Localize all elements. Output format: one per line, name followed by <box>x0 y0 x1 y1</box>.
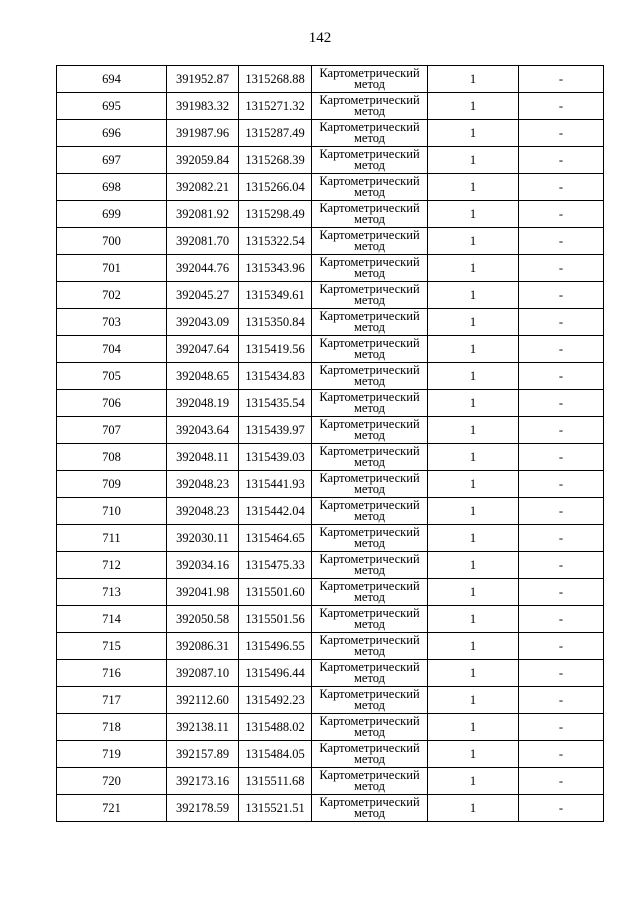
point-number-cell: 702 <box>57 282 167 309</box>
method-text-line: метод <box>353 671 385 685</box>
method-text-line: Картометрический <box>319 606 420 620</box>
y-coordinate-cell: 1315484.05 <box>239 741 312 768</box>
method-text-line: Картометрический <box>319 336 420 350</box>
method-text-line: метод <box>353 293 385 307</box>
method-text-line: Картометрический <box>319 120 420 134</box>
method-text-line: Картометрический <box>319 147 420 161</box>
method-cell <box>312 768 428 795</box>
note-cell: - <box>519 120 604 147</box>
method-text-line: метод <box>353 779 385 793</box>
y-coordinate-cell: 1315350.84 <box>239 309 312 336</box>
note-cell: - <box>519 525 604 552</box>
table-row <box>57 444 604 471</box>
accuracy-cell: 1 <box>428 606 519 633</box>
y-coordinate-cell: 1315501.60 <box>239 579 312 606</box>
note-cell: - <box>519 417 604 444</box>
y-coordinate-cell: 1315271.32 <box>239 93 312 120</box>
accuracy-cell: 1 <box>428 633 519 660</box>
method-text-line: метод <box>353 536 385 550</box>
method-cell <box>312 66 428 93</box>
note-cell: - <box>519 687 604 714</box>
method-cell <box>312 417 428 444</box>
method-text-line: Картометрический <box>319 552 420 566</box>
method-text-line: Картометрический <box>319 714 420 728</box>
method-text-line: Картометрический <box>319 363 420 377</box>
y-coordinate-cell: 1315349.61 <box>239 282 312 309</box>
point-number-cell: 694 <box>57 66 167 93</box>
point-number-cell: 701 <box>57 255 167 282</box>
method-cell <box>312 525 428 552</box>
x-coordinate-cell: 392050.58 <box>167 606 239 633</box>
note-cell: - <box>519 444 604 471</box>
y-coordinate-cell: 1315439.03 <box>239 444 312 471</box>
method-text-line: метод <box>353 374 385 388</box>
table-row <box>57 606 604 633</box>
method-text-line: метод <box>353 158 385 172</box>
point-number-cell: 721 <box>57 795 167 822</box>
method-cell <box>312 795 428 822</box>
accuracy-cell: 1 <box>428 255 519 282</box>
table-row <box>57 552 604 579</box>
table-row <box>57 795 604 822</box>
note-cell: - <box>519 660 604 687</box>
point-number-cell: 711 <box>57 525 167 552</box>
accuracy-cell: 1 <box>428 282 519 309</box>
point-number-cell: 698 <box>57 174 167 201</box>
point-number-cell: 713 <box>57 579 167 606</box>
method-cell <box>312 93 428 120</box>
accuracy-cell: 1 <box>428 714 519 741</box>
point-number-cell: 712 <box>57 552 167 579</box>
y-coordinate-cell: 1315492.23 <box>239 687 312 714</box>
table-row <box>57 417 604 444</box>
table-row <box>57 228 604 255</box>
method-text-line: метод <box>353 509 385 523</box>
x-coordinate-cell: 392081.92 <box>167 201 239 228</box>
note-cell: - <box>519 633 604 660</box>
method-text-line: Картометрический <box>319 282 420 296</box>
y-coordinate-cell: 1315268.39 <box>239 147 312 174</box>
table-row <box>57 363 604 390</box>
accuracy-cell: 1 <box>428 552 519 579</box>
table-row <box>57 93 604 120</box>
point-number-cell: 714 <box>57 606 167 633</box>
x-coordinate-cell: 392048.23 <box>167 498 239 525</box>
method-text-line: метод <box>353 590 385 604</box>
method-text-line: Картометрический <box>319 660 420 674</box>
method-cell <box>312 606 428 633</box>
point-number-cell: 703 <box>57 309 167 336</box>
y-coordinate-cell: 1315434.83 <box>239 363 312 390</box>
point-number-cell: 708 <box>57 444 167 471</box>
method-text-line: метод <box>353 266 385 280</box>
x-coordinate-cell: 392048.65 <box>167 363 239 390</box>
x-coordinate-cell: 392173.16 <box>167 768 239 795</box>
note-cell: - <box>519 93 604 120</box>
method-cell <box>312 282 428 309</box>
method-text-line: Картометрический <box>319 741 420 755</box>
method-cell <box>312 579 428 606</box>
method-cell <box>312 228 428 255</box>
table-row <box>57 471 604 498</box>
method-text-line: метод <box>353 698 385 712</box>
table-body <box>57 66 604 822</box>
table-row <box>57 741 604 768</box>
note-cell: - <box>519 174 604 201</box>
y-coordinate-cell: 1315322.54 <box>239 228 312 255</box>
accuracy-cell: 1 <box>428 309 519 336</box>
method-text-line: метод <box>353 104 385 118</box>
method-text-line: метод <box>353 563 385 577</box>
method-cell <box>312 498 428 525</box>
method-cell <box>312 444 428 471</box>
table-row <box>57 768 604 795</box>
table-row <box>57 66 604 93</box>
method-cell <box>312 255 428 282</box>
method-cell <box>312 687 428 714</box>
method-text-line: метод <box>353 752 385 766</box>
page-number: 142 <box>308 30 332 46</box>
x-coordinate-cell: 392044.76 <box>167 255 239 282</box>
note-cell: - <box>519 768 604 795</box>
note-cell: - <box>519 336 604 363</box>
method-text-line: Картометрический <box>319 633 420 647</box>
table-row <box>57 309 604 336</box>
y-coordinate-cell: 1315439.97 <box>239 417 312 444</box>
note-cell: - <box>519 714 604 741</box>
method-cell <box>312 363 428 390</box>
accuracy-cell: 1 <box>428 363 519 390</box>
x-coordinate-cell: 392059.84 <box>167 147 239 174</box>
x-coordinate-cell: 392047.64 <box>167 336 239 363</box>
x-coordinate-cell: 392043.09 <box>167 309 239 336</box>
table-row <box>57 120 604 147</box>
accuracy-cell: 1 <box>428 768 519 795</box>
method-text-line: Картометрический <box>319 93 420 107</box>
x-coordinate-cell: 392112.60 <box>167 687 239 714</box>
note-cell: - <box>519 255 604 282</box>
y-coordinate-cell: 1315435.54 <box>239 390 312 417</box>
method-cell <box>312 741 428 768</box>
method-text-line: Картометрический <box>319 795 420 809</box>
accuracy-cell: 1 <box>428 795 519 822</box>
accuracy-cell: 1 <box>428 336 519 363</box>
y-coordinate-cell: 1315464.65 <box>239 525 312 552</box>
note-cell: - <box>519 498 604 525</box>
method-cell <box>312 633 428 660</box>
note-cell: - <box>519 66 604 93</box>
method-text-line: метод <box>353 806 385 820</box>
method-text-line: метод <box>353 131 385 145</box>
method-cell <box>312 201 428 228</box>
accuracy-cell: 1 <box>428 525 519 552</box>
point-number-cell: 720 <box>57 768 167 795</box>
x-coordinate-cell: 391987.96 <box>167 120 239 147</box>
note-cell: - <box>519 201 604 228</box>
note-cell: - <box>519 228 604 255</box>
y-coordinate-cell: 1315488.02 <box>239 714 312 741</box>
accuracy-cell: 1 <box>428 174 519 201</box>
point-number-cell: 717 <box>57 687 167 714</box>
x-coordinate-cell: 392081.70 <box>167 228 239 255</box>
method-text-line: Картометрический <box>319 66 420 80</box>
accuracy-cell: 1 <box>428 147 519 174</box>
method-text-line: метод <box>353 617 385 631</box>
y-coordinate-cell: 1315475.33 <box>239 552 312 579</box>
accuracy-cell: 1 <box>428 201 519 228</box>
table-row <box>57 336 604 363</box>
method-text-line: метод <box>353 455 385 469</box>
method-text-line: метод <box>353 239 385 253</box>
method-cell <box>312 552 428 579</box>
x-coordinate-cell: 391952.87 <box>167 66 239 93</box>
method-text-line: метод <box>353 644 385 658</box>
table-row <box>57 174 604 201</box>
method-cell <box>312 120 428 147</box>
point-number-cell: 709 <box>57 471 167 498</box>
table-row <box>57 390 604 417</box>
table-row <box>57 201 604 228</box>
x-coordinate-cell: 392082.21 <box>167 174 239 201</box>
y-coordinate-cell: 1315287.49 <box>239 120 312 147</box>
x-coordinate-cell: 392138.11 <box>167 714 239 741</box>
method-text-line: Картометрический <box>319 228 420 242</box>
method-text-line: метод <box>353 725 385 739</box>
y-coordinate-cell: 1315511.68 <box>239 768 312 795</box>
coordinates-table <box>56 65 604 822</box>
note-cell: - <box>519 606 604 633</box>
accuracy-cell: 1 <box>428 66 519 93</box>
point-number-cell: 705 <box>57 363 167 390</box>
accuracy-cell: 1 <box>428 390 519 417</box>
accuracy-cell: 1 <box>428 93 519 120</box>
note-cell: - <box>519 309 604 336</box>
note-cell: - <box>519 282 604 309</box>
point-number-cell: 696 <box>57 120 167 147</box>
method-cell <box>312 714 428 741</box>
note-cell: - <box>519 147 604 174</box>
y-coordinate-cell: 1315496.55 <box>239 633 312 660</box>
x-coordinate-cell: 392030.11 <box>167 525 239 552</box>
point-number-cell: 716 <box>57 660 167 687</box>
method-text-line: метод <box>353 347 385 361</box>
note-cell: - <box>519 471 604 498</box>
method-text-line: метод <box>353 77 385 91</box>
y-coordinate-cell: 1315442.04 <box>239 498 312 525</box>
note-cell: - <box>519 390 604 417</box>
method-cell <box>312 336 428 363</box>
method-text-line: метод <box>353 401 385 415</box>
method-text-line: Картометрический <box>319 768 420 782</box>
accuracy-cell: 1 <box>428 471 519 498</box>
table-row <box>57 579 604 606</box>
method-cell <box>312 471 428 498</box>
x-coordinate-cell: 392048.19 <box>167 390 239 417</box>
method-text-line: Картометрический <box>319 417 420 431</box>
accuracy-cell: 1 <box>428 660 519 687</box>
point-number-cell: 710 <box>57 498 167 525</box>
point-number-cell: 715 <box>57 633 167 660</box>
method-text-line: Картометрический <box>319 525 420 539</box>
method-text-line: метод <box>353 428 385 442</box>
point-number-cell: 719 <box>57 741 167 768</box>
method-text-line: Картометрический <box>319 309 420 323</box>
accuracy-cell: 1 <box>428 120 519 147</box>
y-coordinate-cell: 1315419.56 <box>239 336 312 363</box>
table-row <box>57 525 604 552</box>
table-row <box>57 687 604 714</box>
accuracy-cell: 1 <box>428 687 519 714</box>
point-number-cell: 699 <box>57 201 167 228</box>
x-coordinate-cell: 392048.23 <box>167 471 239 498</box>
y-coordinate-cell: 1315266.04 <box>239 174 312 201</box>
note-cell: - <box>519 363 604 390</box>
method-text-line: Картометрический <box>319 174 420 188</box>
method-text-line: Картометрический <box>319 444 420 458</box>
note-cell: - <box>519 795 604 822</box>
note-cell: - <box>519 552 604 579</box>
point-number-cell: 697 <box>57 147 167 174</box>
table-row <box>57 660 604 687</box>
method-text-line: Картометрический <box>319 498 420 512</box>
y-coordinate-cell: 1315298.49 <box>239 201 312 228</box>
x-coordinate-cell: 392041.98 <box>167 579 239 606</box>
table-row <box>57 147 604 174</box>
x-coordinate-cell: 392178.59 <box>167 795 239 822</box>
x-coordinate-cell: 392048.11 <box>167 444 239 471</box>
method-cell <box>312 147 428 174</box>
point-number-cell: 695 <box>57 93 167 120</box>
point-number-cell: 707 <box>57 417 167 444</box>
method-text-line: метод <box>353 482 385 496</box>
method-cell <box>312 174 428 201</box>
note-cell: - <box>519 741 604 768</box>
accuracy-cell: 1 <box>428 498 519 525</box>
table-row <box>57 255 604 282</box>
x-coordinate-cell: 391983.32 <box>167 93 239 120</box>
method-text-line: Картометрический <box>319 201 420 215</box>
x-coordinate-cell: 392086.31 <box>167 633 239 660</box>
accuracy-cell: 1 <box>428 444 519 471</box>
y-coordinate-cell: 1315496.44 <box>239 660 312 687</box>
method-text-line: Картометрический <box>319 255 420 269</box>
point-number-cell: 706 <box>57 390 167 417</box>
accuracy-cell: 1 <box>428 417 519 444</box>
x-coordinate-cell: 392043.64 <box>167 417 239 444</box>
x-coordinate-cell: 392045.27 <box>167 282 239 309</box>
method-text-line: Картометрический <box>319 687 420 701</box>
y-coordinate-cell: 1315343.96 <box>239 255 312 282</box>
table-row <box>57 498 604 525</box>
accuracy-cell: 1 <box>428 579 519 606</box>
x-coordinate-cell: 392087.10 <box>167 660 239 687</box>
table-row <box>57 714 604 741</box>
point-number-cell: 700 <box>57 228 167 255</box>
y-coordinate-cell: 1315501.56 <box>239 606 312 633</box>
method-text-line: метод <box>353 320 385 334</box>
x-coordinate-cell: 392157.89 <box>167 741 239 768</box>
y-coordinate-cell: 1315441.93 <box>239 471 312 498</box>
method-cell <box>312 309 428 336</box>
accuracy-cell: 1 <box>428 228 519 255</box>
y-coordinate-cell: 1315268.88 <box>239 66 312 93</box>
y-coordinate-cell: 1315521.51 <box>239 795 312 822</box>
table-row <box>57 633 604 660</box>
method-text-line: метод <box>353 185 385 199</box>
table-row <box>57 282 604 309</box>
method-text-line: Картометрический <box>319 579 420 593</box>
point-number-cell: 718 <box>57 714 167 741</box>
method-text-line: Картометрический <box>319 471 420 485</box>
point-number-cell: 704 <box>57 336 167 363</box>
x-coordinate-cell: 392034.16 <box>167 552 239 579</box>
method-text-line: метод <box>353 212 385 226</box>
accuracy-cell: 1 <box>428 741 519 768</box>
method-cell <box>312 660 428 687</box>
note-cell: - <box>519 579 604 606</box>
method-text-line: Картометрический <box>319 390 420 404</box>
method-cell <box>312 390 428 417</box>
